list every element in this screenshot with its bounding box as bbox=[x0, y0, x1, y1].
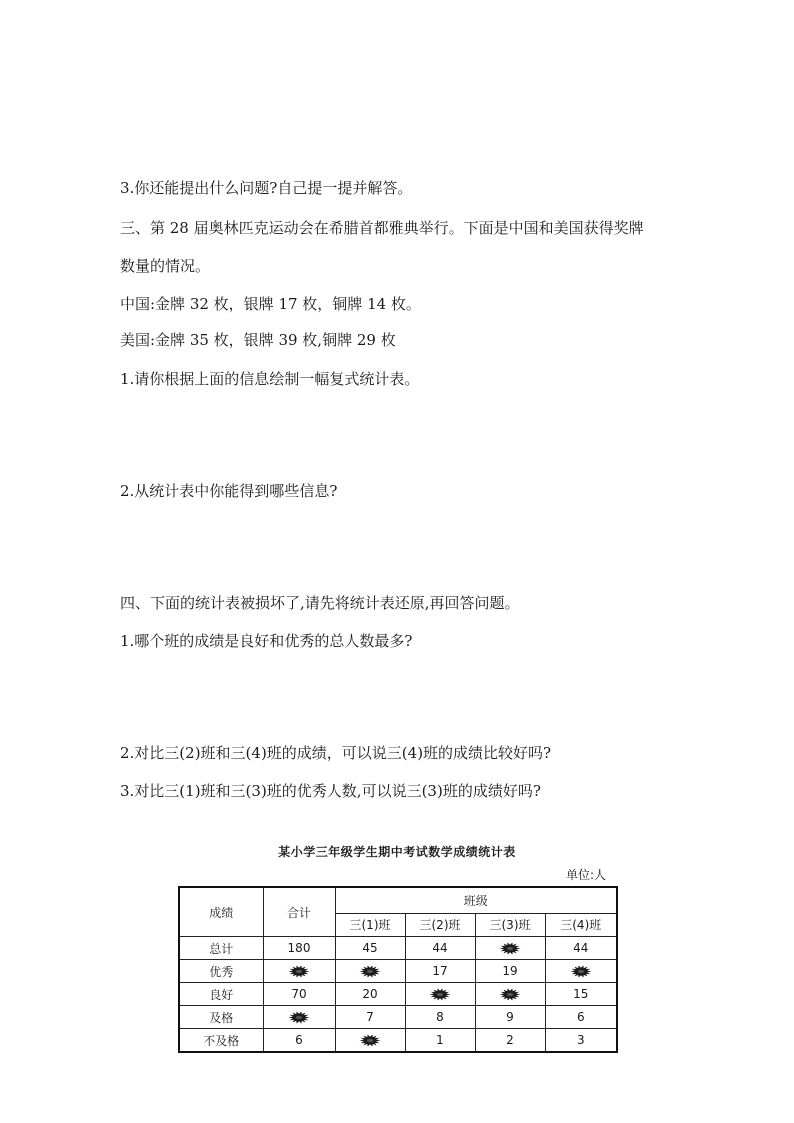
damaged-cell bbox=[263, 1006, 335, 1029]
damaged-cell bbox=[335, 960, 405, 983]
damaged-cell bbox=[263, 960, 335, 983]
class-header: 三(4)班 bbox=[545, 913, 617, 936]
ink-blot-icon bbox=[499, 988, 521, 1001]
damaged-cell bbox=[475, 937, 545, 960]
cell-class-2: 44 bbox=[405, 937, 475, 960]
section-4-question-2: 2.对比三(2)班和三(4)班的成绩，可以说三(4)班的成绩比较好吗? bbox=[120, 744, 552, 762]
cell-class-4: 15 bbox=[545, 983, 617, 1006]
row-label: 良好 bbox=[179, 983, 263, 1006]
cell-class-4: 44 bbox=[545, 937, 617, 960]
damaged-cell bbox=[475, 983, 545, 1006]
cell-class-3: 2 bbox=[475, 1029, 545, 1053]
cell-class-2: 8 bbox=[405, 1006, 475, 1029]
ink-blot-icon bbox=[570, 965, 592, 978]
row-label: 及格 bbox=[179, 1006, 263, 1029]
cell-class-1: 20 bbox=[335, 983, 405, 1006]
ink-blot-icon bbox=[288, 965, 310, 978]
table-row bbox=[179, 1029, 617, 1053]
cell-total: 180 bbox=[263, 937, 335, 960]
cell-total: 70 bbox=[263, 983, 335, 1006]
class-header: 三(3)班 bbox=[475, 913, 545, 936]
ink-blot-icon bbox=[359, 1034, 381, 1047]
table-row bbox=[179, 937, 617, 960]
table-row bbox=[179, 1006, 617, 1029]
grades-table bbox=[178, 886, 618, 1053]
section-3-intro-line1: 三、第 28 届奥林匹克运动会在希腊首都雅典举行。下面是中国和美国获得奖牌 bbox=[120, 219, 644, 237]
cell-class-4: 3 bbox=[545, 1029, 617, 1053]
cell-class-4: 6 bbox=[545, 1006, 617, 1029]
section-4-question-3: 3.对比三(1)班和三(3)班的优秀人数,可以说三(3)班的成绩好吗? bbox=[120, 782, 541, 800]
damaged-cell bbox=[545, 960, 617, 983]
section-4-question-1: 1.哪个班的成绩是良好和优秀的总人数最多? bbox=[120, 632, 413, 650]
class-header: 三(1)班 bbox=[335, 913, 405, 936]
cell-total: 6 bbox=[263, 1029, 335, 1053]
table-row bbox=[179, 983, 617, 1006]
header-grade: 成绩 bbox=[179, 887, 263, 937]
usa-medals: 美国:金牌 35 枚，银牌 39 枚,铜牌 29 枚 bbox=[120, 331, 396, 349]
cell-class-2: 1 bbox=[405, 1029, 475, 1053]
cell-class-3: 19 bbox=[475, 960, 545, 983]
cell-class-2: 17 bbox=[405, 960, 475, 983]
header-class: 班级 bbox=[335, 887, 617, 913]
row-label: 优秀 bbox=[179, 960, 263, 983]
damaged-cell bbox=[335, 1029, 405, 1053]
cell-class-1: 45 bbox=[335, 937, 405, 960]
cell-class-3: 9 bbox=[475, 1006, 545, 1029]
table-title: 某小学三年级学生期中考试数学成绩统计表 bbox=[278, 845, 516, 859]
ink-blot-icon bbox=[288, 1011, 310, 1024]
row-label: 总计 bbox=[179, 937, 263, 960]
section-3-intro-line2: 数量的情况。 bbox=[120, 257, 211, 275]
ink-blot-icon bbox=[429, 988, 451, 1001]
ink-blot-icon bbox=[499, 942, 521, 955]
section-3-question-1: 1.请你根据上面的信息绘制一幅复式统计表。 bbox=[120, 370, 420, 388]
china-medals: 中国:金牌 32 枚，银牌 17 枚，铜牌 14 枚。 bbox=[120, 295, 421, 313]
ink-blot-icon bbox=[359, 965, 381, 978]
table-row bbox=[179, 960, 617, 983]
class-header: 三(2)班 bbox=[405, 913, 475, 936]
header-total: 合计 bbox=[263, 887, 335, 937]
table-unit: 单位:人 bbox=[566, 868, 607, 882]
section-3-question-2: 2.从统计表中你能得到哪些信息? bbox=[120, 482, 338, 500]
cell-class-1: 7 bbox=[335, 1006, 405, 1029]
row-label: 不及格 bbox=[179, 1029, 263, 1053]
damaged-cell bbox=[405, 983, 475, 1006]
section-4-intro: 四、下面的统计表被损坏了,请先将统计表还原,再回答问题。 bbox=[120, 594, 520, 612]
question-3-3: 3.你还能提出什么问题?自己提一提并解答。 bbox=[120, 179, 413, 197]
